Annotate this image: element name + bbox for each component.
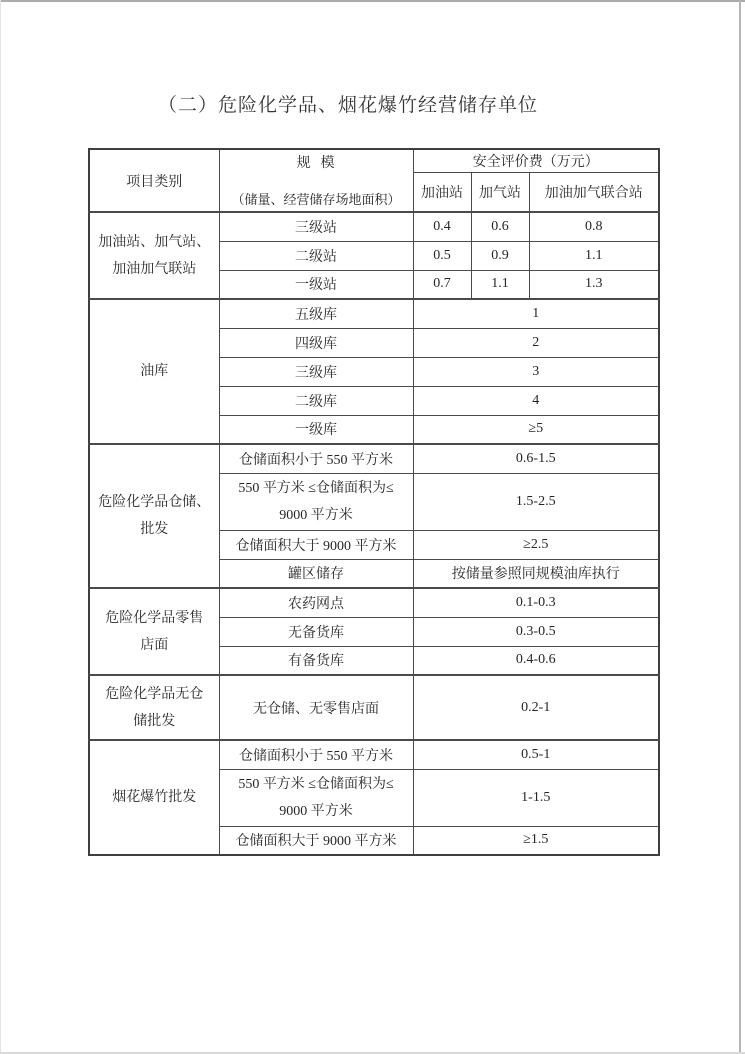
category-label-line: 危险化学品仓储、 [98,495,211,510]
header-gas-station-cell: 加油站 [413,173,471,212]
scale-cell: 无仓储、无零售店面 [219,675,413,740]
table-row [89,740,659,769]
category-cell-chem-retail [89,588,219,675]
scale-cell: 农药网点 [219,588,413,617]
scale-cell: 三级库 [219,357,413,386]
fee-cell: 0.5-1 [413,740,659,769]
table-row [89,675,659,740]
header-scale-subtitle: （储量、经营储存场地面积） [231,192,401,207]
category-cell-chem-warehouse [89,444,219,588]
table-header-row [89,149,659,173]
category-cell-stations [89,212,219,299]
fee-cell: 0.1-0.3 [413,588,659,617]
fee-cell: ≥2.5 [413,530,659,559]
fee-cell: 1.5-2.5 [413,473,659,530]
fee-cell: 0.6-1.5 [413,444,659,473]
category-label-line: 店面 [140,637,169,653]
category-cell-chem-no-warehouse [89,675,219,740]
fee-cell: 按储量参照同规模油库执行 [413,559,659,588]
fee-cell: 4 [413,386,659,415]
scale-cell: 三级站 [219,212,413,241]
category-label-line: 加油站、加气站、 [98,234,211,250]
page-edge-top [0,0,745,2]
scale-line: 550 平方米 ≤仓储面积为≤ [238,480,394,496]
fee-cell: 1-1.5 [413,769,659,826]
fee-cell: 1.3 [529,270,659,299]
fee-cell: 0.3-0.5 [413,617,659,646]
fee-cell: ≥5 [413,415,659,444]
scale-cell: 仓储面积小于 550 平方米 [219,740,413,769]
scale-cell: 无备货库 [219,617,413,646]
category-label-line: 危险化学品无仓 [105,686,204,702]
fee-cell: 0.7 [413,270,471,299]
fee-cell: 1.1 [471,270,529,299]
category-cell-oil-depot [89,299,219,444]
table-row [89,299,659,328]
scale-cell: 一级库 [219,415,413,444]
header-cng-station-cell: 加气站 [471,173,529,212]
fee-cell: 0.8 [529,212,659,241]
scale-cell: 二级库 [219,386,413,415]
fee-cell: 0.4-0.6 [413,646,659,675]
header-category-cell: 项目类别 [89,149,219,212]
header-fee-title-cell: 安全评价费（万元） [413,149,659,173]
fee-cell: 0.6 [471,212,529,241]
fee-cell: 0.5 [413,241,471,270]
fee-cell: ≥1.5 [413,826,659,855]
scale-cell: 罐区储存 [219,559,413,588]
safety-fee-table [88,148,660,856]
scale-cell: 仓储面积大于 9000 平方米 [219,530,413,559]
scale-cell: 有备货库 [219,646,413,675]
scale-line: 9000 平方米 [279,803,353,819]
scale-cell [219,769,413,826]
category-cell-fireworks [89,740,219,855]
scale-cell: 一级站 [219,270,413,299]
fee-cell: 0.9 [471,241,529,270]
category-label-line: 危险化学品零售 [105,610,204,626]
table-row [89,212,659,241]
header-combined-station-cell: 加油加气联合站 [529,173,659,212]
fee-cell: 1 [413,299,659,328]
scale-cell [219,473,413,530]
category-label-line: 烟花爆竹批发 [112,790,197,805]
fee-cell: 0.2-1 [413,675,659,740]
fee-cell: 1.1 [529,241,659,270]
page-edge-right [739,0,741,1054]
scale-line: 550 平方米 ≤仓储面积为≤ [238,776,394,792]
table-row [89,588,659,617]
category-label-line: 加油加气联站 [112,261,197,277]
fee-cell: 3 [413,357,659,386]
table-row [89,444,659,473]
scale-line: 9000 平方米 [279,507,353,523]
category-label-line: 油库 [140,364,169,379]
page-edge-left [0,0,1,1054]
scale-cell: 仓储面积大于 9000 平方米 [219,826,413,855]
fee-cell: 2 [413,328,659,357]
scale-cell: 五级库 [219,299,413,328]
scale-cell: 仓储面积小于 550 平方米 [219,444,413,473]
category-label-line: 批发 [140,522,169,537]
category-label-line: 储批发 [133,713,176,729]
fee-cell: 0.4 [413,212,471,241]
scale-cell: 二级站 [219,241,413,270]
section-title: （二）危险化学品、烟花爆竹经营储存单位 [158,95,539,116]
header-scale-title: 规 模 [296,156,336,171]
scale-cell: 四级库 [219,328,413,357]
header-scale-cell [219,149,413,212]
